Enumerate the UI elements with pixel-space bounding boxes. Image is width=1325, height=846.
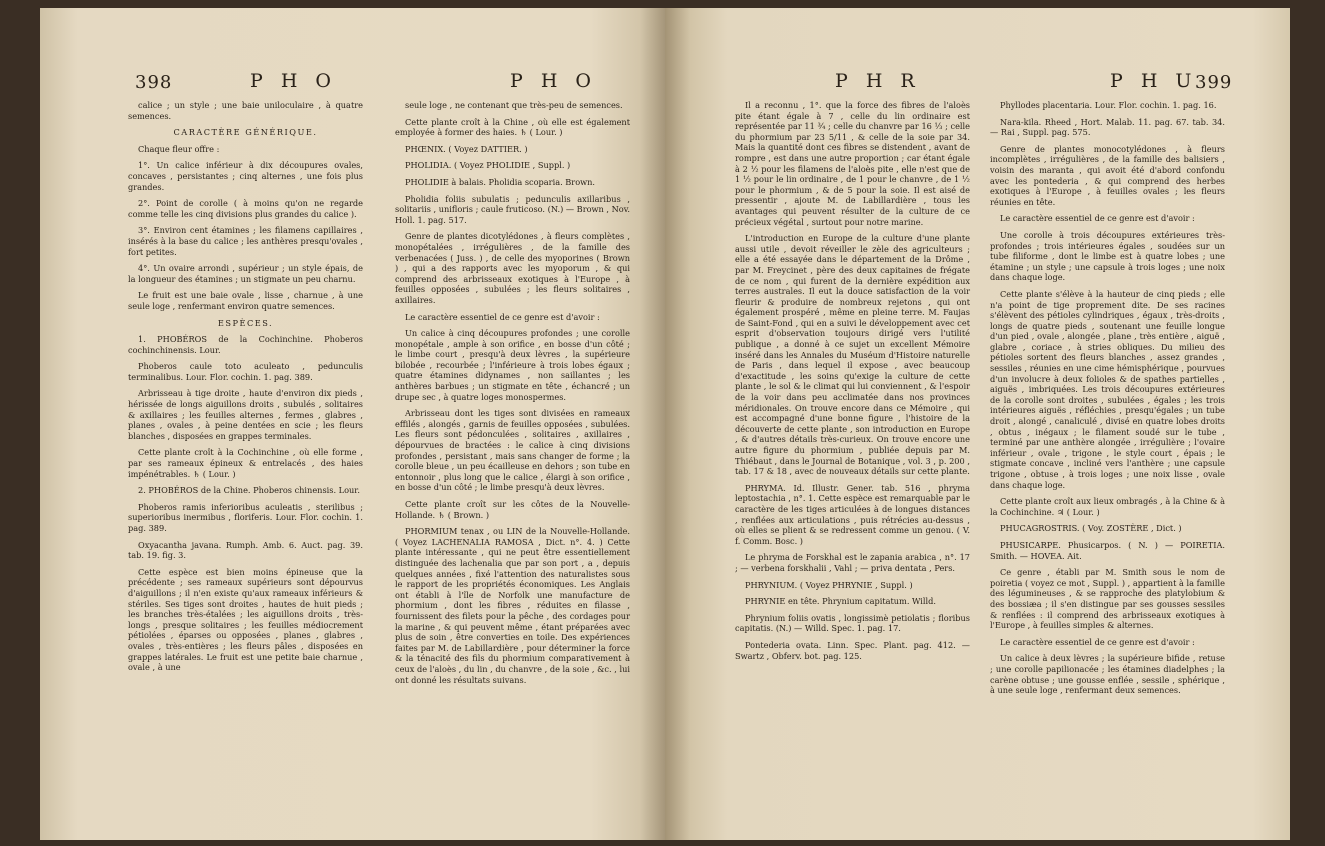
paragraph: Le caractère essentiel de ce genre est d'avoir : bbox=[405, 311, 600, 322]
paragraph: Cette plante s'élève à la hauteur de cinq pieds ; elle n'a point de tige proprement dite. De ses racines s'élèvent des pétioles cylindriques , égaux , très-droits , longs de quatre pieds , soutenant une feuille longue d'un pied , ovale , alongée , plane , très entière , aiguë , glabre , coriace , à stries obliques. Du milieu des pétioles sortent des fleurs blanches , assez grandes , sessiles , réunies en une cime hémisphérique , pourvues d'un involucre à deux folioles & de spathes partielles , aiguës , imbriquées. Les trois découpures extérieures de la corolle sont droites , subulées , égales ; les trois intérieures aiguës , réfléchies , presqu'égales ; un tube droit , alongé , canaliculé , divisé en quatre lobes droits , obtus , inégaux ; le filament soudé sur le tube , terminé par une anthère alongée , irrégulière ; l'ovaire inférieur , ovale , trigone , le style court , épais ; le stigmate concave , incliné vers l'anthère ; une capsule trigone , obtuse , à trois loges ; une noix lisse , ovale dans chaque loge. bbox=[990, 288, 1225, 490]
paragraph: Le fruit est une baie ovale , lisse , charnue , à une seule loge , renfermant environ quatre semences. bbox=[128, 290, 363, 311]
right-running-head-right: P H U bbox=[1110, 70, 1198, 92]
paragraph: PHORMIUM tenax , ou LIN de la Nouvelle-Hollande. ( Voyez LACHENALIA RAMOSA , Dict. n°. 4. ) Cette plante intéressante , qui ne peut être essentiellement distinguée des lachenalia que par son port , a , depuis quelques années , fixé l'attention des naturalistes sous le rapport de les propriétés économiques. Les Anglais ont établi à l'île de Norfolk une manufacture de phormium , dont les fibres , réduites en filasse , fournissent des filets pour la pêche , des cordages pour la marine , & qui peuvent même , étant préparées avec plus de soin , être converties en toile. Des expériences faites par M. de Labillardière , pour déterminer la force & la ténacité des fils du phormium comparativement à ceux de l'aloès , du lin , du chanvre , de la soie , &c. , lui ont donné les résultats suivans. bbox=[395, 526, 630, 685]
paragraph: 4°. Un ovaire arrondi , supérieur ; un style épais, de la longueur des étamines ; un stigmate un peu charnu. bbox=[128, 263, 363, 284]
paragraph: Cette plante croît à la Cochinchine , où elle forme , par ses rameaux épineux & entrelacés , des haies impénétrables. ♄ ( Lour. ) bbox=[128, 447, 363, 479]
left-running-head-1: P H O bbox=[250, 70, 338, 92]
paragraph: Pontederia ovata. Linn. Spec. Plant. pag. 412. — Swartz , Obferv. bot. pag. 125. bbox=[735, 639, 970, 661]
paragraph: seule loge , ne contenant que très-peu de semences. bbox=[405, 100, 623, 110]
left-column-1 bbox=[128, 100, 363, 679]
paragraph: PHRYNIUM. ( Voyez PHRYNIE , Suppl. ) bbox=[745, 579, 913, 590]
open-book bbox=[40, 8, 1290, 840]
paragraph: PHOLIDIA. ( Voyez PHOLIDIE , Suppl. ) bbox=[405, 160, 571, 171]
paragraph: Il a reconnu , 1°. que la force des fibres de l'aloès pite étant égale à 7 , celle du lin ordinaire est représentée par 11 ¾ ; celle du chanvre par 16 ⅓ ; celle du phormium par 23 5/11 , & celle de la soie par 34. Mais la quantité dont ces fibres se distendent , avant de rompre , est dans une autre proportion ; car étant égale à 2 ½ pour les filamens de l'aloès pite , elle n'est que de 1 ½ pour le lin ordinaire , de 1 pour le chanvre , de 1 ½ pour le phormium , & de 5 pour la soie. Il est aisé de pressentir , ajoute M. de Labillardière , tous les avantages qui peuvent résulter de la culture de ce précieux végétal , surtout pour notre marine. bbox=[735, 100, 970, 227]
paragraph: Arbrisseau dont les tiges sont divisées en rameaux effilés , alongés , garnis de feuilles opposées , subulées. Les fleurs sont pédonculées , solitaires , axillaires , dépourvues de bractées : le calice à cinq divisions profondes , persistant , mais sans changer de forme ; la corolle bleue , un peu écailleuse en dehors ; son tube en entonnoir , plus long que le calice , élargi à son orifice , en bosse d'un côté ; le limbe presqu'à deux lèvres. bbox=[395, 408, 630, 493]
paragraph: PHŒNIX. ( Voyez DATTIER. ) bbox=[405, 143, 528, 154]
paragraph: Le caractère essentiel de ce genre est d'avoir : bbox=[1000, 636, 1195, 647]
paragraph: Phyllodes placentaria. Lour. Flor. cochin. 1. pag. 16. bbox=[1000, 100, 1217, 110]
left-running-head-2: P H O bbox=[510, 70, 598, 92]
right-running-head-left: P H R bbox=[835, 70, 921, 92]
paragraph: PHUCAGROSTRIS. ( Voy. ZOSTÈRE , Dict. ) bbox=[1000, 523, 1182, 534]
paragraph: Genre de plantes monocotylédones , à fleurs incomplètes , irrégulières , de la famille des balisiers , voisin des maranta , qui avoit été d'abord confondu avec les pontederia , & qui comprend des herbes exotiques à l'Europe , à feuilles ovales ; les fleurs réunies en tête. bbox=[990, 143, 1225, 207]
paragraph: Nara-kila. Rheed , Hort. Malab. 11. pag. 67. tab. 34. — Rai , Suppl. pag. 575. bbox=[990, 116, 1225, 138]
right-page-number: 399 bbox=[1195, 72, 1233, 93]
paragraph: 2°. Point de corolle ( à moins qu'on ne regarde comme telle les cinq divisions plus grandes du calice ). bbox=[128, 198, 363, 219]
paragraph: 1. PHOBÉROS de la Cochinchine. Phoberos cochinchinensis. Lour. bbox=[128, 334, 363, 355]
paragraph: Un calice à cinq découpures profondes ; une corolle monopétale , ample à son orifice , en bosse d'un côté ; le limbe court , presqu'à deux lèvres , la supérieure bilobée , recourbée ; l'inférieure à trois lobes égaux ; quatre étamines didynames , non saillantes ; les anthères barbues ; un stigmate en tête , échancré ; un drupe sec , à quatre loges monospermes. bbox=[395, 328, 630, 402]
paragraph: PHRYMA. Id. Illustr. Gener. tab. 516 , phryma leptostachia , n°. 1. Cette espèce est remarquable par le caractère de les tiges articulées à de longues distances , renflées aux articulations , puis rétrécies au-dessus , où elles se plient & se redressent comme un genou. ( V. f. Comm. Bosc. ) bbox=[735, 482, 970, 546]
paragraph: PHRYNIE en tête. Phrynium capitatum. Willd. bbox=[745, 596, 936, 607]
paragraph: Phrynium foliis ovatis , longissimè petiolatis ; floribus capitatis. (N.) — Willd. Spec. 1. pag. 17. bbox=[735, 612, 970, 634]
paragraph: Oxyacantha javana. Rumph. Amb. 6. Auct. pag. 39. tab. 19. fig. 3. bbox=[128, 539, 363, 561]
right-page bbox=[665, 8, 1290, 840]
paragraph: Cette espèce est bien moins épineuse que la précédente ; ses rameaux supérieurs sont dépourvus d'aiguillons ; il n'en existe qu'aux rameaux inférieurs & stériles. Ses tiges sont droites , hautes de huit pieds ; les branches très-étalées ; les aiguillons droits , très-longs , presque solitaires ; les feuilles médiocrement pétiolées , éparses ou opposées , planes , glabres , ovales , très-entières ; les fleurs pâles , disposées en grappes latérales. Le fruit est une petite baie charnue , ovale , à une bbox=[128, 566, 363, 673]
left-page-number: 398 bbox=[135, 72, 173, 93]
paragraph: 3°. Environ cent étamines ; les filamens capillaires , insérés à la base du calice ; les anthères presqu'ovales , fort petites. bbox=[128, 225, 363, 257]
paragraph: calice ; un style ; une baie uniloculaire , à quatre semences. bbox=[128, 100, 363, 121]
paragraph: 1°. Un calice inférieur à dix découpures ovales, concaves , persistantes ; cinq alternes , une fois plus grandes. bbox=[128, 160, 363, 192]
paragraph: ESPÈCES. bbox=[217, 317, 274, 328]
paragraph: Le caractère essentiel de ce genre est d'avoir : bbox=[1000, 213, 1195, 224]
left-column-2 bbox=[395, 100, 630, 691]
paragraph: Cette plante croît à la Chine , où elle est également employée à former des haies. ♄ ( Lour. ) bbox=[395, 116, 630, 138]
paragraph: PHUSICARPE. Phusicarpos. ( N. ) — POIRETIA. Smith. — HOVEA. Ait. bbox=[990, 539, 1225, 561]
paragraph: Phoberos ramis inferioribus aculeatis , sterilibus ; superioribus inermibus , floriferis. Lour. Flor. cochin. 1. pag. 389. bbox=[128, 501, 363, 533]
paragraph: L'introduction en Europe de la culture d'une plante aussi utile , devoit réveiller le zèle des agriculteurs ; elle a été essayée dans le département de la Drôme , par M. Freycinet , père des deux capitaines de frégate de ce nom , qui furent de la dernière expédition aux terres australes. Il eut la douce satisfaction de la voir fleurir & produire de nombreux rejetons , qui ont également prospéré , même en pleine terre. M. Faujas de Saint-Fond , qui en a suivi le développement avec cet esprit d'observation toujours dirigé vers l'utilité publique , a donné à ce sujet un excellent Mémoire inséré dans les Annales du Muséum d'Histoire naturelle de Paris , dans lequel il expose , avec beaucoup d'exactitude , les soins qu'exige la culture de cette plante , le sol & le climat qui lui conviennent , & l'espoir de la voir dans peu acclimatée dans nos provinces méridionales. On trouve encore dans ce Mémoire , qui est accompagné d'une bonne figure , l'histoire de la découverte de cette plante , son introduction en Europe , & d'autres détails très-curieux. On trouve encore une autre figure du phormium , publiée depuis par M. Thiébaut , dans le Journal de Botanique , vol. 3 , p. 200 , tab. 17 & 18 , avec de nouveaux détails sur cette plante. bbox=[735, 233, 970, 477]
paragraph: Chaque fleur offre : bbox=[138, 143, 220, 154]
paragraph: CARACTÈRE GÉNÉRIQUE. bbox=[173, 127, 318, 138]
paragraph: Le phryma de Forskhal est le zapania arabica , n°. 17 ; — verbena forskhalii , Vahl ; — priva dentata , Pers. bbox=[735, 552, 970, 573]
gutter-shadow bbox=[640, 8, 690, 840]
paragraph: Une corolle à trois découpures extérieures très-profondes ; trois intérieures égales , soudées sur un tube filiforme , dont le limbe est à quatre lobes ; une étamine ; un style ; une capsule à trois loges ; une noix dans chaque loge. bbox=[990, 229, 1225, 283]
paragraph: Genre de plantes dicotylédones , à fleurs complètes , monopétalées , irrégulières , de la famille des verbenacées ( Juss. ) , de celle des myoporines ( Brown ) , qui a des rapports avec les myoporum , & qui comprend des arbrisseaux exotiques à l'Europe , à feuilles opposées , subulées ; les fleurs solitaires , axillaires. bbox=[395, 231, 630, 305]
paragraph: Phoberos caule toto aculeato , pedunculis terminalibus. Lour. Flor. cochin. 1. pag. 389. bbox=[128, 361, 363, 382]
paragraph: Cette plante croît sur les côtes de la Nouvelle-Hollande. ♄ ( Brown. ) bbox=[395, 499, 630, 520]
left-page bbox=[40, 8, 665, 840]
paragraph: Cette plante croît aux lieux ombragés , à la Chine & à la Cochinchine. ♃ ( Lour. ) bbox=[990, 496, 1225, 517]
right-column-1 bbox=[735, 100, 970, 667]
paragraph: PHOLIDIE à balais. Pholidia scoparia. Brown. bbox=[405, 176, 596, 187]
paragraph: 2. PHOBÉROS de la Chine. Phoberos chinensis. Lour. bbox=[138, 485, 360, 496]
paragraph: Pholidia foliis subulatis ; pedunculis axillaribus , solitariis , unifloris ; caule fruticoso. (N.) — Brown , Nov. Holl. 1. pag. 517. bbox=[395, 193, 630, 225]
right-column-2 bbox=[990, 100, 1225, 702]
paragraph: Arbrisseau à tige droite , haute d'environ dix pieds , hérissée de longs aiguillons droits , subulés , solitaires & axillaires ; les feuilles alternes , fermes , glabres , planes , ovales , à peine dentées en scie ; les fleurs blanches , disposées en grappes terminales. bbox=[128, 388, 363, 441]
paragraph: Un calice à deux lèvres ; la supérieure bifide , retuse ; une corolle papilionacée ; les étamines diadelphes ; la carène obtuse ; une gousse enflée , sessile , sphérique , à une seule loge , renfermant deux semences. bbox=[990, 653, 1225, 696]
paragraph: Ce genre , établi par M. Smith sous le nom de poiretia ( voyez ce mot , Suppl. ) , appartient à la famille des légumineuses , & se rapproche des platylobium & des bossiæa ; il s'en distingue par ses gousses sessiles & renflées : il comprend des arbrisseaux exotiques à l'Europe , à feuilles simples & alternes. bbox=[990, 567, 1225, 631]
